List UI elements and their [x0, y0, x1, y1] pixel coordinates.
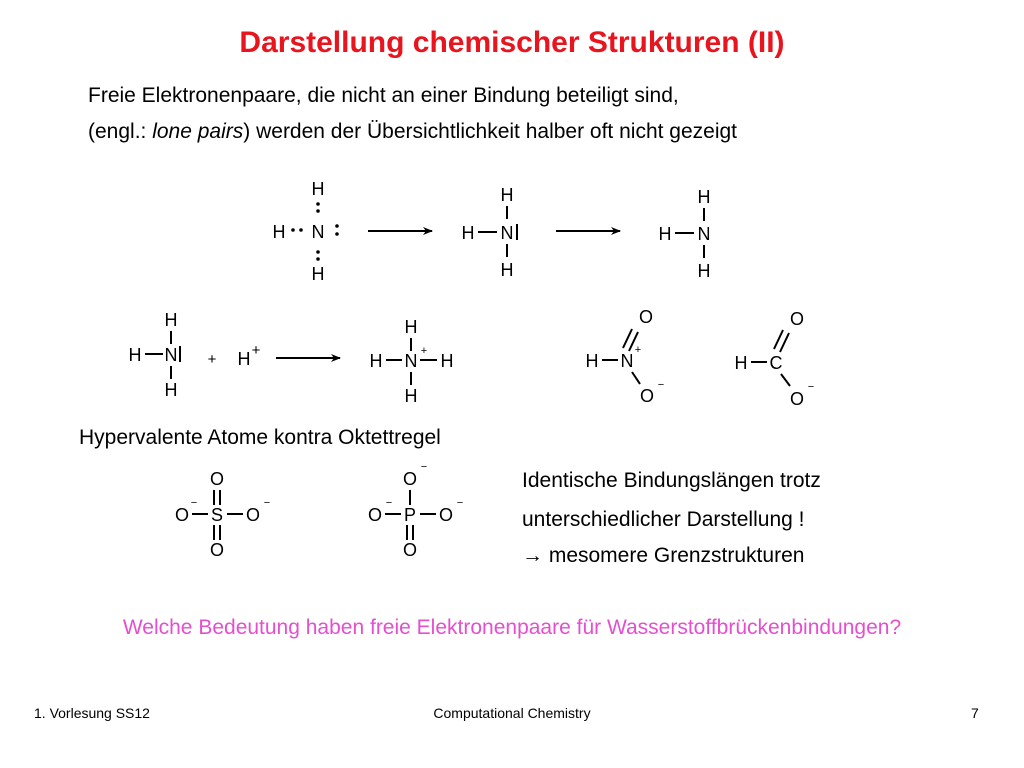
- atom-n: N: [697, 224, 711, 244]
- atom-n: N: [311, 222, 325, 242]
- page-number: 7: [971, 705, 979, 721]
- atom-h: H: [369, 351, 383, 371]
- atom-h: H: [237, 349, 251, 369]
- atom-n: N: [620, 351, 634, 371]
- atom-h: H: [404, 317, 418, 337]
- atom-h: H: [658, 224, 672, 244]
- intro-line-2-prefix: (engl.:: [88, 120, 153, 143]
- atom-n: N: [164, 345, 178, 365]
- atom-h: H: [500, 260, 514, 280]
- atom-h: H: [461, 223, 475, 243]
- atom-h: H: [697, 261, 711, 281]
- plus-sign: +: [207, 351, 217, 368]
- atom-h: H: [164, 310, 178, 330]
- negative-charge: −: [456, 497, 464, 509]
- intro-line-2-suffix: ) werden der Übersichtlichkeit halber oft nicht gezeigt: [243, 120, 738, 143]
- positive-charge: +: [634, 344, 642, 356]
- carboxylate-group: [735, 309, 815, 409]
- atom-h: H: [128, 345, 142, 365]
- negative-charge: −: [420, 461, 428, 473]
- atom-n: N: [500, 223, 514, 243]
- atom-o: O: [174, 505, 190, 525]
- atom-s: S: [210, 505, 224, 525]
- atom-o: O: [789, 389, 805, 409]
- negative-charge: −: [385, 497, 393, 509]
- atom-p: P: [403, 505, 417, 525]
- atom-h: H: [734, 353, 748, 373]
- negative-charge: −: [190, 497, 198, 509]
- intro-line-2-italic: lone pairs: [152, 120, 244, 143]
- intro-line-1: Freie Elektronenpaare, die nicht an einer Bindung beteiligt sind,: [88, 84, 679, 107]
- atom-h: H: [440, 351, 454, 371]
- note-line-1: Identische Bindungslängen trotz: [522, 469, 821, 492]
- ammonia-simplified: [659, 187, 711, 281]
- atom-h: H: [500, 185, 514, 205]
- sulfate-ion: [175, 469, 270, 560]
- negative-charge: −: [263, 497, 271, 509]
- footer-course: Computational Chemistry: [433, 705, 591, 721]
- discussion-question: Welche Bedeutung haben freie Elektronenpaare für Wasserstoffbrückenbindungen?: [122, 616, 902, 639]
- atom-h: H: [311, 264, 325, 284]
- section-heading: Hypervalente Atome kontra Oktettregel: [79, 426, 441, 449]
- proton: [238, 342, 261, 369]
- atom-o: O: [438, 505, 454, 525]
- negative-charge: −: [807, 381, 815, 393]
- ammonium-ion: [370, 317, 454, 406]
- atom-o: O: [638, 307, 654, 327]
- atom-h: H: [404, 386, 418, 406]
- atom-h: H: [272, 222, 286, 242]
- phosphate-ion: [368, 461, 463, 560]
- positive-charge: +: [420, 345, 428, 357]
- note-line-3: → mesomere Grenzstrukturen: [522, 544, 805, 567]
- atom-o: O: [639, 386, 655, 406]
- note-line-2: unterschiedlicher Darstellung !: [522, 508, 805, 531]
- atom-h: H: [311, 179, 325, 199]
- atom-o: O: [209, 469, 225, 489]
- slide-title: Darstellung chemischer Strukturen (II): [239, 26, 785, 59]
- positive-charge: +: [251, 342, 261, 359]
- ammonia-reactant: [129, 310, 181, 400]
- atom-o: O: [245, 505, 261, 525]
- ammonia-with-lone-pairs: [273, 179, 339, 284]
- atom-o: O: [402, 469, 418, 489]
- atom-h: H: [585, 351, 599, 371]
- ammonia-bar-notation: [462, 185, 518, 280]
- atom-c: C: [769, 353, 783, 373]
- footer-lecture: 1. Vorlesung SS12: [34, 705, 150, 721]
- nitro-group: [586, 307, 665, 406]
- atom-o: O: [209, 540, 225, 560]
- atom-o: O: [789, 309, 805, 329]
- atom-h: H: [697, 187, 711, 207]
- atom-n: N: [404, 351, 418, 371]
- atom-h: H: [164, 380, 178, 400]
- atom-o: O: [402, 540, 418, 560]
- negative-charge: −: [657, 379, 665, 391]
- atom-o: O: [367, 505, 383, 525]
